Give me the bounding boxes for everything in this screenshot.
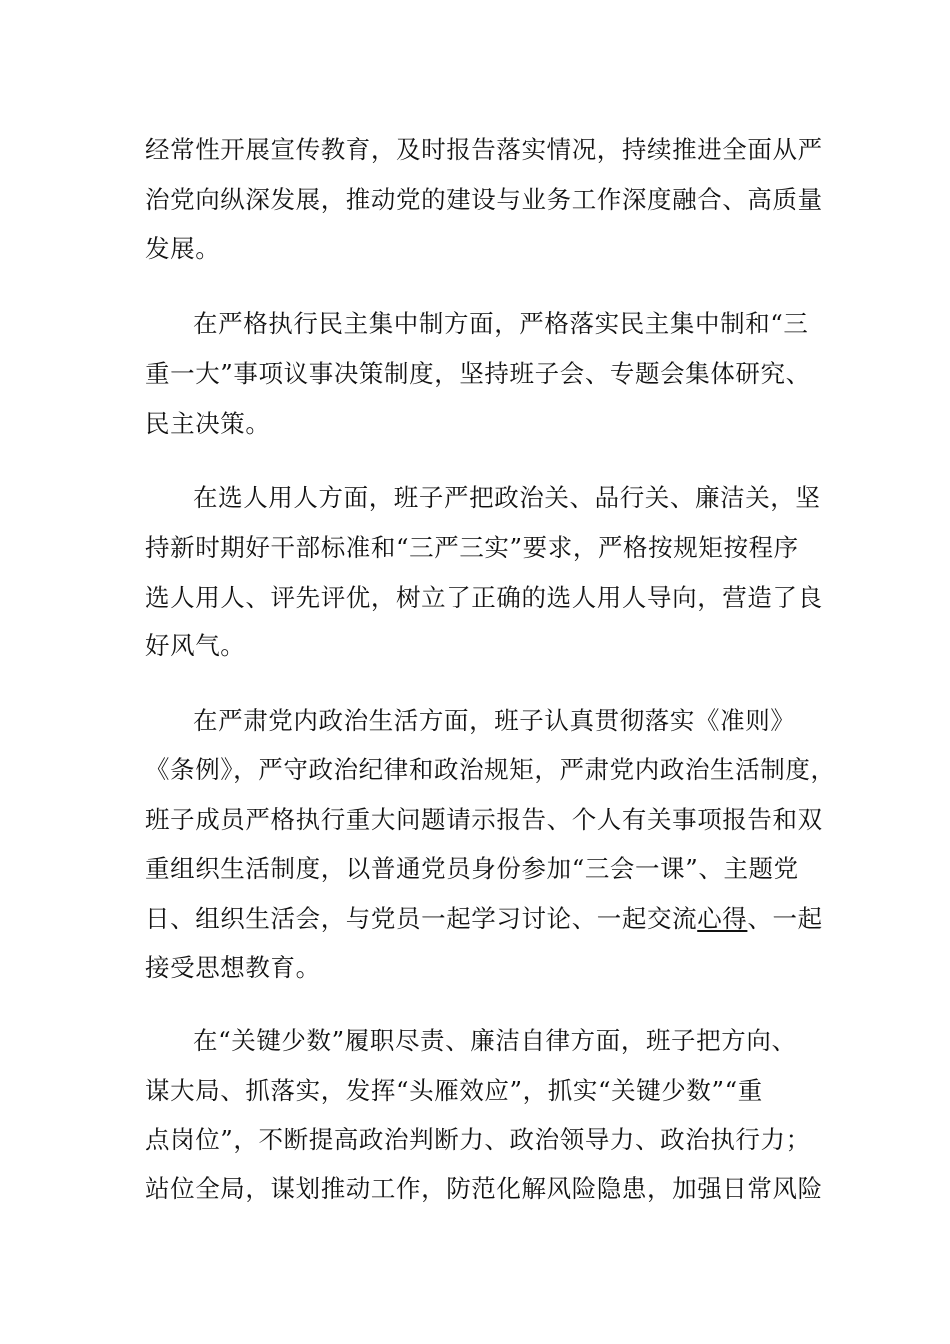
line-text: 、一起 (747, 904, 823, 933)
paragraph-line (145, 903, 823, 935)
paragraph-line: 在选人用人方面，班子严把政治关、品行关、廉洁关，坚 (193, 483, 821, 512)
paragraph-line: 在严肃党内政治生活方面，班子认真贯彻落实《准则》 (193, 706, 796, 735)
paragraph-line: 治党向纵深发展，推动党的建设与业务工作深度融合、高质量 (145, 185, 823, 214)
paragraph-line: 接受思想教育。 (145, 953, 321, 982)
paragraph-line: 选人用人、评先评优，树立了正确的选人用人导向，营造了良 (145, 583, 823, 612)
paragraph-line: 持新时期好干部标准和“三严三实”要求，严格按规矩按程序 (145, 533, 799, 562)
paragraph-line: 在严格执行民主集中制方面，严格落实民主集中制和“三 (193, 309, 809, 338)
paragraph-line: 在“关键少数”履职尽责、廉洁自律方面，班子把方向、 (193, 1026, 797, 1055)
paragraph-line: 民主决策。 (145, 409, 271, 438)
paragraph-line: 站位全局，谋划推动工作，防范化解风险隐患，加强日常风险 (145, 1174, 823, 1203)
paragraph-line: 好风气。 (145, 631, 246, 660)
paragraph-line: 经常性开展宣传教育，及时报告落实情况，持续推进全面从严 (145, 135, 823, 164)
paragraph-line: 重组织生活制度，以普通党员身份参加“三会一课”、主题党 (145, 854, 799, 883)
paragraph-line: 点岗位”，不断提高政治判断力、政治领导力、政治执行力； (145, 1125, 811, 1154)
underlined-link-text[interactable]: 心得 (697, 904, 748, 933)
paragraph-line: 班子成员严格执行重大问题请示报告、个人有关事项报告和双 (145, 805, 823, 834)
paragraph-line: 《条例》，严守政治纪律和政治规矩，严肃党内政治生活制度， (145, 755, 836, 784)
paragraph-line: 重一大”事项议事决策制度，坚持班子会、专题会集体研究、 (145, 359, 811, 388)
paragraph-line: 发展。 (145, 234, 221, 263)
paragraph-line: 谋大局、抓落实，发挥“头雁效应”，抓实“关键少数”“重 (145, 1076, 763, 1105)
line-text: 日、组织生活会，与党员一起学习讨论、一起交流 (145, 904, 698, 933)
